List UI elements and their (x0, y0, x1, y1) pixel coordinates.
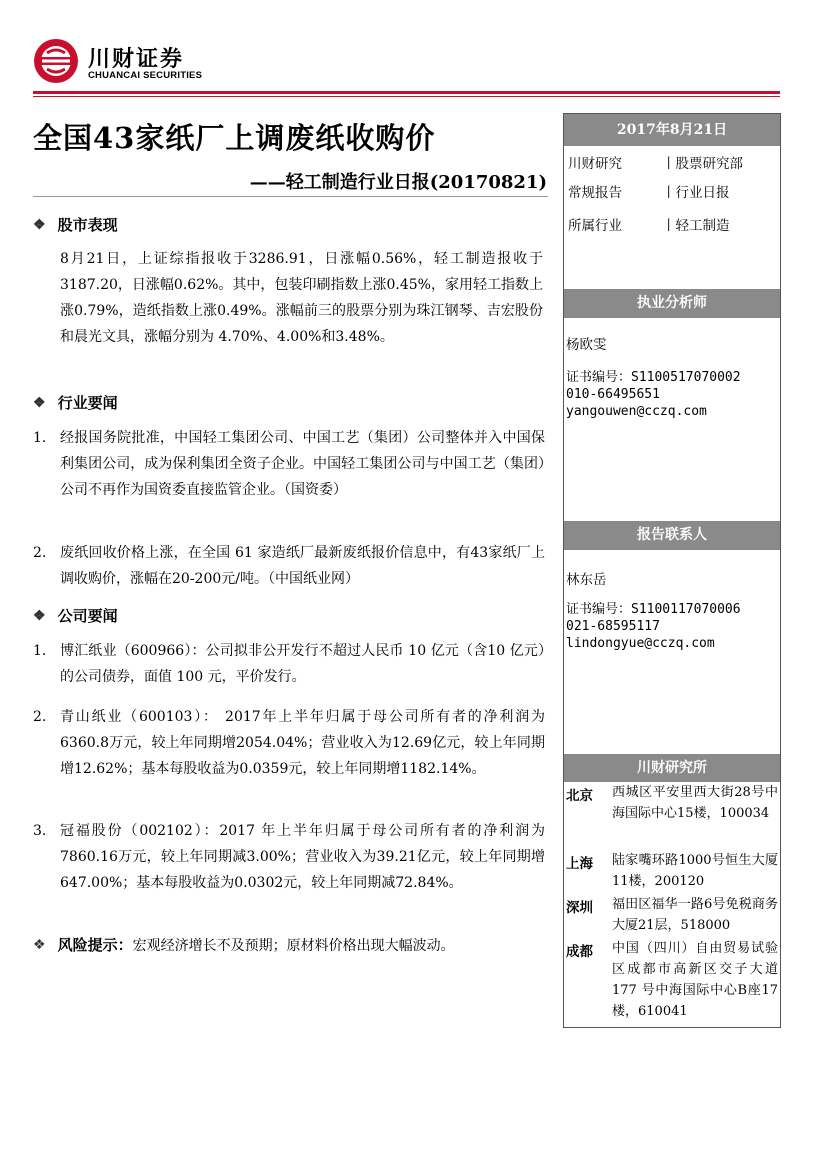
meta-key: 常规报告 (568, 185, 622, 201)
contact-name: 林东岳 (566, 572, 607, 588)
section-heading-label: 公司要闻 (57, 607, 118, 625)
office-city: 成都 (566, 944, 593, 960)
meta-key: 所属行业 (568, 218, 622, 234)
office-city: 深圳 (566, 900, 593, 916)
section-heading-market (33, 214, 118, 235)
contact-cert: 证书编号：S1100117070006 (566, 602, 741, 617)
office-address: 福田区福华一路6号免税商务大厦21层，518000 (612, 897, 778, 933)
list-item-text: 青山纸业（600103）： 2017年上半年归属于母公司所有者的净利润为6360.8万元，较上年同期增2054.04%；营业收入为12.69亿元，较上年同期增12.62%；基本每股收益为0.0359元，较上年同期增1182.14%。 (60, 709, 545, 777)
meta-key: 川财研究 (568, 156, 622, 172)
meta-value: 丨股票研究部 (662, 156, 743, 172)
meta-row (568, 152, 743, 172)
list-item-number: 2. (33, 545, 47, 561)
list-item-text: 博汇纸业（600966）：公司拟非公开发行不超过人民币 10 亿元（含10 亿元）的公司债券，面值 100 元，平价发行。 (60, 643, 545, 685)
meta-row (568, 181, 730, 201)
header-divider-thin (33, 96, 780, 97)
section-heading-label: 股市表现 (57, 216, 118, 234)
list-item (33, 425, 545, 503)
contact-phone: 021-68595117 (566, 619, 660, 634)
section-heading-company (33, 605, 118, 626)
company-logo-icon (33, 38, 79, 84)
section-heading-label: 行业要闻 (57, 394, 118, 412)
contact-email[interactable]: lindongyue@cczq.com (566, 636, 715, 651)
analyst-name: 杨欧雯 (566, 337, 607, 353)
risk-label: 风险提示： (57, 936, 133, 954)
title-divider (33, 196, 548, 197)
list-item (33, 704, 545, 782)
report-date: 2017年8月21日 (564, 114, 780, 146)
report-title: 全国43家纸厂上调废纸收购价 (33, 121, 436, 155)
office-address: 中国（四川）自由贸易试验区成都市高新区交子大道 177 号中海国际中心B座17楼，610041 (612, 941, 778, 1019)
list-item (33, 638, 545, 690)
list-item-text: 经报国务院批准，中国轻工集团公司、中国工艺（集团）公司整体并入中国保利集团公司，成为保利集团全资子企业。中国轻工集团公司与中国工艺（集团）公司不再作为国资委直接监管企业。（国资委） (60, 430, 545, 498)
analyst-email[interactable]: yangouwen@cczq.com (566, 404, 707, 419)
analyst-header: 执业分析师 (564, 289, 780, 318)
report-sidebar (563, 113, 781, 1028)
list-item-text: 废纸回收价格上涨，在全国 61 家造纸厂最新废纸报价信息中，有43家纸厂上调收购价，涨幅在20-200元/吨。（中国纸业网） (60, 545, 545, 587)
risk-warning (33, 934, 455, 955)
market-summary: 8月21日，上证综指报收于3286.91，日涨幅0.56%，轻工制造报收于3187.20，日涨幅0.62%。其中，包装印刷指数上涨0.45%，家用轻工指数上涨0.79%，造纸指数上涨0.49%。涨幅前三的股票分别为珠江钢琴、吉宏股份和晨光文具，涨幅分别为 4.70%、4.00%和3.48%。 (60, 251, 543, 345)
header-divider (33, 91, 780, 94)
office-city: 上海 (566, 856, 593, 872)
meta-value: 丨行业日报 (662, 185, 730, 201)
institute-header: 川财研究所 (564, 754, 780, 782)
analyst-phone: 010-66495651 (566, 387, 660, 402)
diamond-bullet-icon: ❖ (33, 936, 46, 953)
brand-name-en: CHUANCAI SECURITIES (88, 70, 203, 81)
list-item-number: 1. (33, 643, 47, 659)
office-city: 北京 (566, 788, 593, 804)
list-item-text: 冠福股份（002102）：2017 年上半年归属于母公司所有者的净利润为 7860.16万元，较上年同期减3.00%；营业收入为39.21亿元，较上年同期增647.00%；基本每股收益为0.0302元，较上年同期减72.84%。 (60, 823, 545, 891)
list-item (33, 818, 545, 896)
list-item-number: 1. (33, 430, 47, 446)
office-address: 陆家嘴环路1000号恒生大厦11楼，200120 (612, 853, 778, 889)
report-subtitle: ——轻工制造行业日报(20170821) (249, 172, 547, 193)
brand-name-cn: 川财证券 (88, 47, 185, 72)
section-heading-industry (33, 392, 118, 413)
office-address: 西城区平安里西大街28号中海国际中心15楼，100034 (612, 785, 778, 821)
list-item-number: 3. (33, 823, 47, 839)
analyst-cert: 证书编号：S1100517070002 (566, 370, 741, 385)
meta-row (568, 214, 730, 234)
list-item (33, 540, 545, 592)
meta-value: 丨轻工制造 (662, 218, 730, 234)
diamond-bullet-icon: ❖ (33, 394, 46, 411)
diamond-bullet-icon: ❖ (33, 607, 46, 624)
contact-header: 报告联系人 (564, 521, 780, 550)
list-item-number: 2. (33, 709, 47, 725)
diamond-bullet-icon: ❖ (33, 216, 46, 233)
risk-text: 宏观经济增长不及预期；原材料价格出现大幅波动。 (132, 937, 455, 954)
